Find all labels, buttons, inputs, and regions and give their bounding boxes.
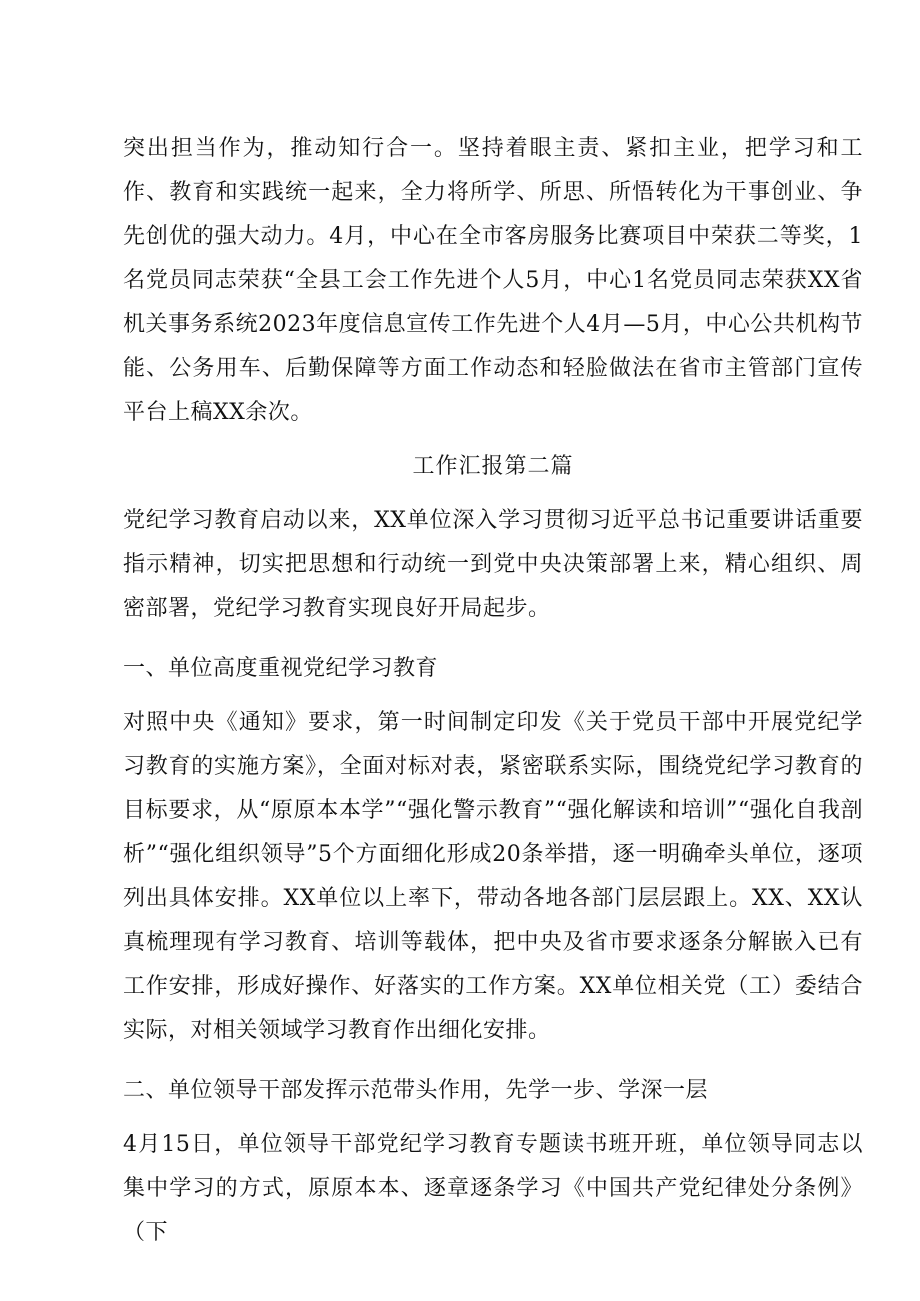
paragraph-body: 坚持着眼主责、紧扣主业，把学习和工作、教育和实践统一起来，全力将所学、所思、所悟转化为干事创业、争先创优的强大动力。4月，中心在全市客房服务比赛项目中荣获二等奖，1名党员同志荣获“全县工会工作先进个人5月，中心1名党员同志荣获XX省机关事务系统2023年度信息宣传工作先进个人4月—5月，中心公共机构节能、公务用车、后勤保障等方面工作动态和轻脸做法在省市主管部门宣传平台上稿XX余次。 [123, 136, 863, 425]
paragraph-achievements [123, 127, 863, 435]
paragraph-lead: 突出担当作为，推动知行合一。 [123, 136, 458, 161]
paragraph-section-two: 4月15日，单位领导干部党纪学习教育专题读书班开班，单位领导同志以集中学习的方式，原原本本、逐章逐条学习《中国共产党纪律处分条例》（下 [123, 1132, 863, 1245]
paragraph-intro: 党纪学习教育启动以来，XX单位深入学习贯彻习近平总书记重要讲话重要指示精神，切实把思想和行动统一到党中央决策部署上来，精心组织、周密部署，党纪学习教育实现良好开局起步。 [123, 508, 863, 621]
document-body [123, 127, 863, 1255]
heading-section-one: 一、单位高度重视党纪学习教育 [123, 656, 439, 681]
paragraph-section-one: 对照中央《通知》要求，第一时间制定印发《关于党员干部中开展党纪学习教育的实施方案》，全面对标对表，紧密联系实际，围绕党纪学习教育的目标要求，从“原原本本学”“强化警示教育”“强化解读和培训”“强化自我剖析”“强化组织领导”5个方面细化形成20条举措，逐一明确牵头单位，逐项列出具体安排。XX单位以上率下，带动各地各部门层层跟上。XX、XX认真梳理现有学习教育、培训等载体，把中央及省市要求逐条分解嵌入已有工作安排，形成好操作、好落实的工作方案。XX单位相关党（工）委结合实际，对相关领域学习教育作出细化安排。 [123, 710, 863, 1043]
heading-section-two: 二、单位领导干部发挥示范带头作用，先学一步、学深一层 [123, 1078, 709, 1103]
section-title: 工作汇报第二篇 [412, 454, 574, 479]
